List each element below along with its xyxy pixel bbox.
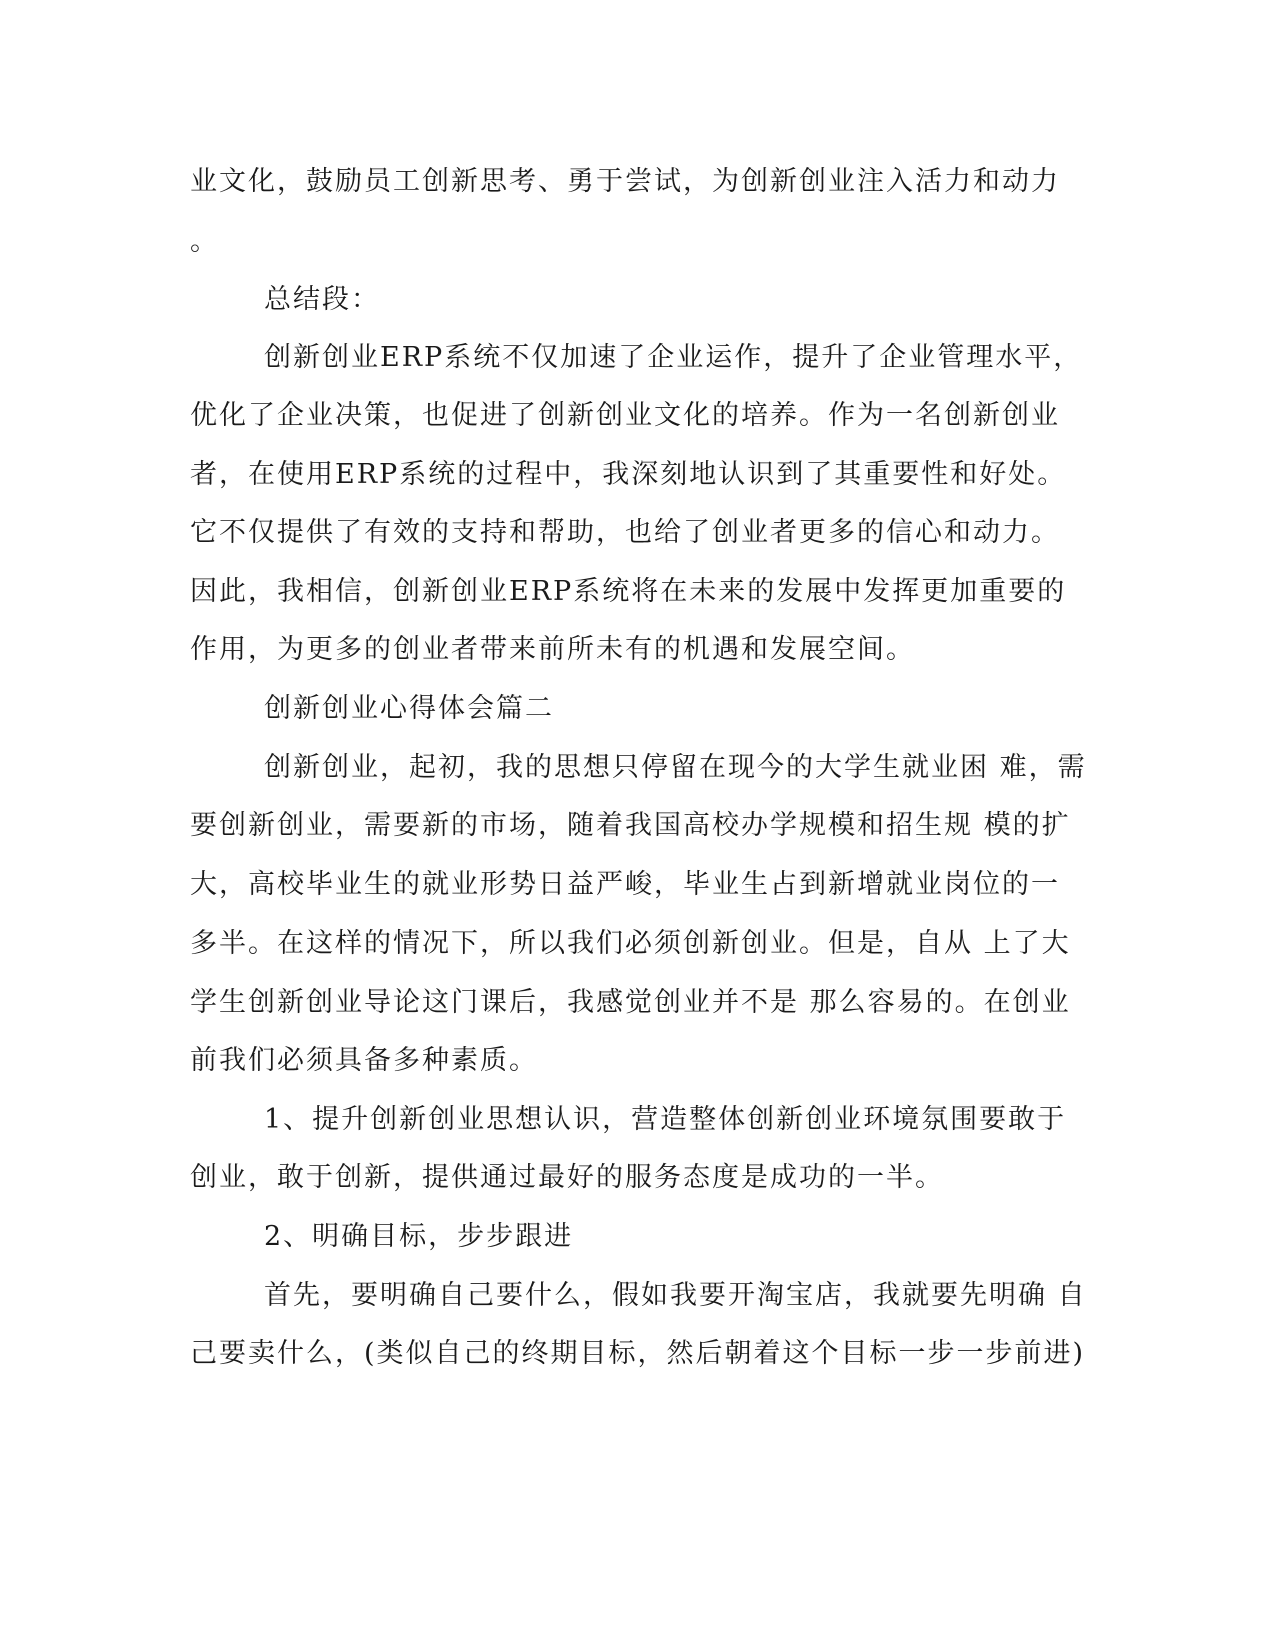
body-text-line: 业文化，鼓励员工创新思考、勇于尝试，为创新创业注入活力和动力 — [190, 166, 1060, 197]
body-text-line: 。 — [190, 226, 219, 257]
body-text-line: 者，在使用ERP系统的过程中，我深刻地认识到了其重要性和好处。 — [190, 459, 1067, 490]
body-text-line: 作用，为更多的创业者带来前所未有的机遇和发展空间。 — [190, 634, 915, 665]
article-subtitle: 创新创业心得体会篇二 — [264, 693, 554, 724]
body-text-line: 己要卖什么，(类似自己的终期目标，然后朝着这个目标一步一步前进) — [190, 1338, 1086, 1369]
list-item-heading: 2、明确目标，步步跟进 — [264, 1221, 574, 1252]
body-text-line: 创新创业ERP系统不仅加速了企业运作，提升了企业管理水平， — [264, 342, 1083, 373]
body-text-line: 前我们必须具备多种素质。 — [190, 1045, 538, 1076]
list-item-line: 1、提升创新创业思想认识，营造整体创新创业环境氛围要敢于 — [264, 1104, 1067, 1135]
body-text-line: 首先，要明确自己要什么，假如我要开淘宝店，我就要先明确 自 — [264, 1280, 1087, 1311]
body-text-line: 大，高校毕业生的就业形势日益严峻，毕业生占到新增就业岗位的一 — [190, 869, 1060, 900]
body-text-line: 优化了企业决策，也促进了创新创业文化的培养。作为一名创新创业 — [190, 400, 1060, 431]
list-item-line: 创业，敢于创新，提供通过最好的服务态度是成功的一半。 — [190, 1162, 944, 1193]
body-text-line: 它不仅提供了有效的支持和帮助，也给了创业者更多的信心和动力。 — [190, 517, 1060, 548]
body-text-line: 学生创新创业导论这门课后，我感觉创业并不是 那么容易的。在创业 — [190, 987, 1071, 1018]
body-text-line: 多半。在这样的情况下，所以我们必须创新创业。但是，自从 上了大 — [190, 928, 1071, 959]
body-text-line: 要创新创业，需要新的市场，随着我国高校办学规模和招生规 模的扩 — [190, 810, 1071, 841]
section-heading: 总结段： — [264, 284, 380, 315]
body-text-line: 因此，我相信，创新创业ERP系统将在未来的发展中发挥更加重要的 — [190, 576, 1067, 607]
body-text-line: 创新创业，起初，我的思想只停留在现今的大学生就业困 难，需 — [264, 752, 1087, 783]
